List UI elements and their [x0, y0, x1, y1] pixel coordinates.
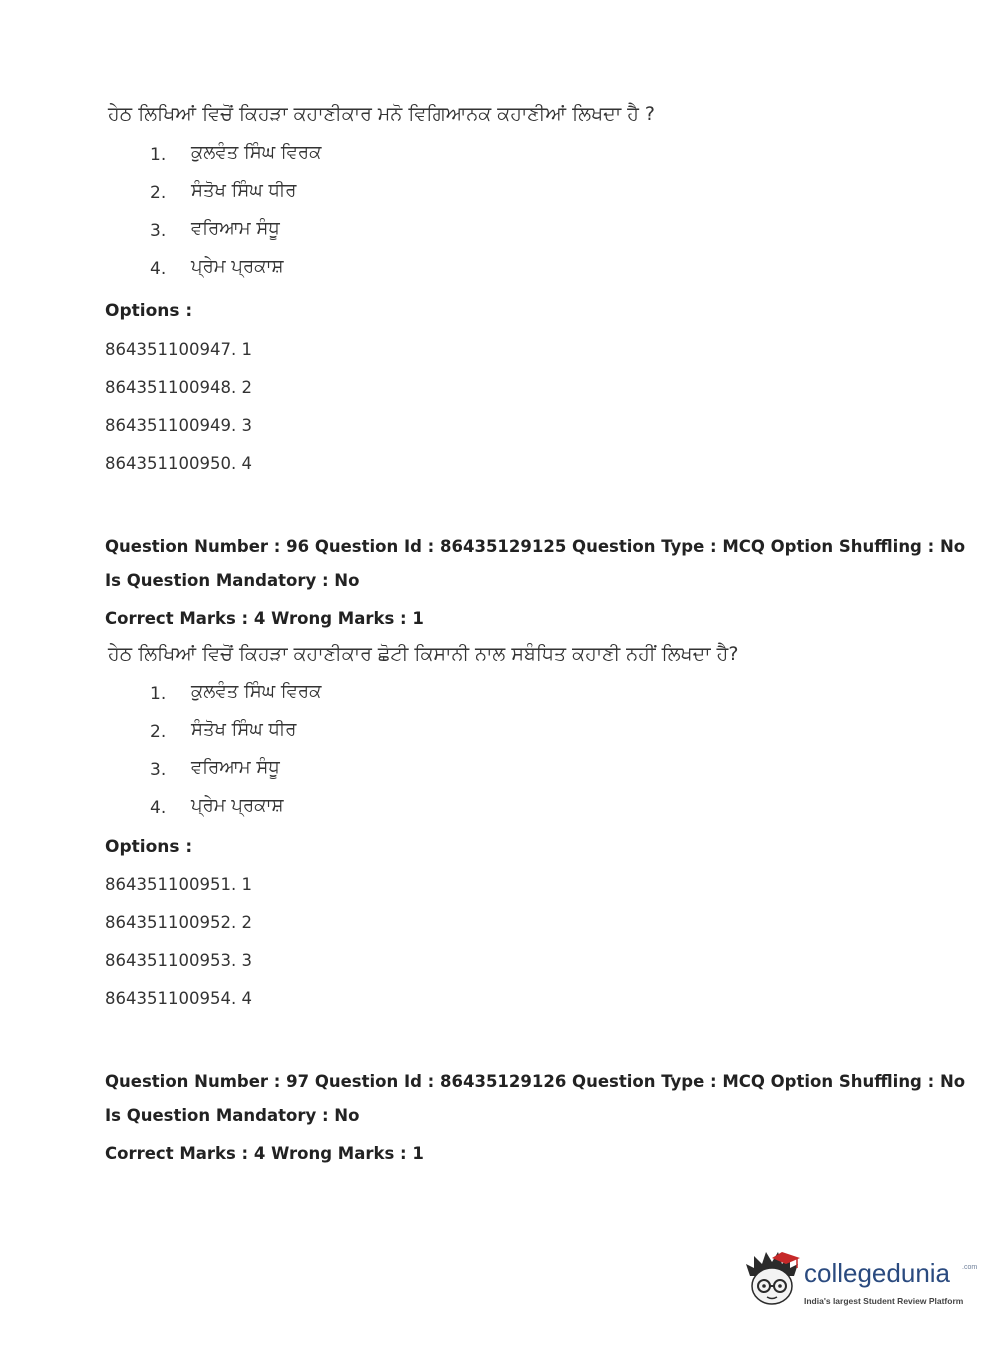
brand-suffix: .com: [962, 1264, 978, 1271]
q97-meta-question-info: Question Number : 97 Question Id : 86435129126 Question Type : MCQ Option Shuffling : No: [105, 1072, 966, 1091]
q96-choice-3-text: ਵਰਿਆਮ ਸੰਧੂ: [191, 757, 280, 778]
q95-choice-2-text: ਸੰਤੋਖ ਸਿੰਘ ਧੀਰ: [191, 180, 297, 201]
q96-option-2: 864351100952. 2: [105, 913, 252, 932]
q96-choice-4-text: ਪ੍ਰੇਮ ਪ੍ਰਕਾਸ਼: [191, 795, 284, 816]
q95-choice-3-text: ਵਰਿਆਮ ਸੰਧੂ: [191, 218, 280, 239]
q96-option-3: 864351100953. 3: [105, 951, 252, 970]
q96-meta-mandatory: Is Question Mandatory : No: [105, 571, 360, 590]
q96-meta-question-info: Question Number : 96 Question Id : 86435129125 Question Type : MCQ Option Shuffling : No: [105, 537, 966, 556]
q96-choice-1-text: ਕੁਲਵੰਤ ਸਿੰਘ ਵਿਰਕ: [191, 681, 322, 702]
collegedunia-logo: [742, 1246, 978, 1310]
q95-option-4: 864351100950. 4: [105, 454, 252, 473]
q95-option-1: 864351100947. 1: [105, 340, 252, 359]
q95-choice-1-number: 1.: [150, 145, 167, 165]
student-mascot-icon: [742, 1246, 802, 1310]
q95-choice-1-text: ਕੁਲਵੰਤ ਸਿੰਘ ਵਿਰਕ: [191, 142, 322, 163]
q95-option-2: 864351100948. 2: [105, 378, 252, 397]
q96-option-4: 864351100954. 4: [105, 989, 252, 1008]
q95-option-3: 864351100949. 3: [105, 416, 252, 435]
q96-choice-3-number: 3.: [150, 760, 167, 780]
q95-question-text: ਹੇਠ ਲਿਖਿਆਂ ਵਿਚੋਂ ਕਿਹੜਾ ਕਹਾਣੀਕਾਰ ਮਨੋ ਵਿਗਿਆਨਕ ਕਹਾਣੀਆਂ ਲਿਖਦਾ ਹੈ ?: [108, 103, 656, 125]
q95-choice-2-number: 2.: [150, 183, 167, 203]
q96-choice-2-number: 2.: [150, 722, 167, 742]
q96-options-label: Options :: [105, 837, 193, 857]
q95-choice-3-number: 3.: [150, 221, 167, 241]
q96-choice-4-number: 4.: [150, 798, 167, 818]
q96-option-1: 864351100951. 1: [105, 875, 252, 894]
q95-choice-4-number: 4.: [150, 259, 167, 279]
q96-meta-marks: Correct Marks : 4 Wrong Marks : 1: [105, 609, 424, 628]
q95-choice-4-text: ਪ੍ਰੇਮ ਪ੍ਰਕਾਸ਼: [191, 256, 284, 277]
q97-meta-marks: Correct Marks : 4 Wrong Marks : 1: [105, 1144, 424, 1163]
q96-choice-2-text: ਸੰਤੋਖ ਸਿੰਘ ਧੀਰ: [191, 719, 297, 740]
q96-choice-1-number: 1.: [150, 684, 167, 704]
brand-name: collegedunia: [804, 1258, 951, 1288]
q95-options-label: Options :: [105, 301, 193, 321]
q96-question-text: ਹੇਠ ਲਿਖਿਆਂ ਵਿਚੋਂ ਕਿਹੜਾ ਕਹਾਣੀਕਾਰ ਛੋਟੀ ਕਿਸਾਨੀ ਨਾਲ ਸਬੰਧਿਤ ਕਹਾਣੀ ਨਹੀਂ ਲਿਖਦਾ ਹੈ?: [108, 643, 739, 665]
brand-tagline: India's largest Student Review Platform: [804, 1296, 964, 1306]
q97-meta-mandatory: Is Question Mandatory : No: [105, 1106, 360, 1125]
